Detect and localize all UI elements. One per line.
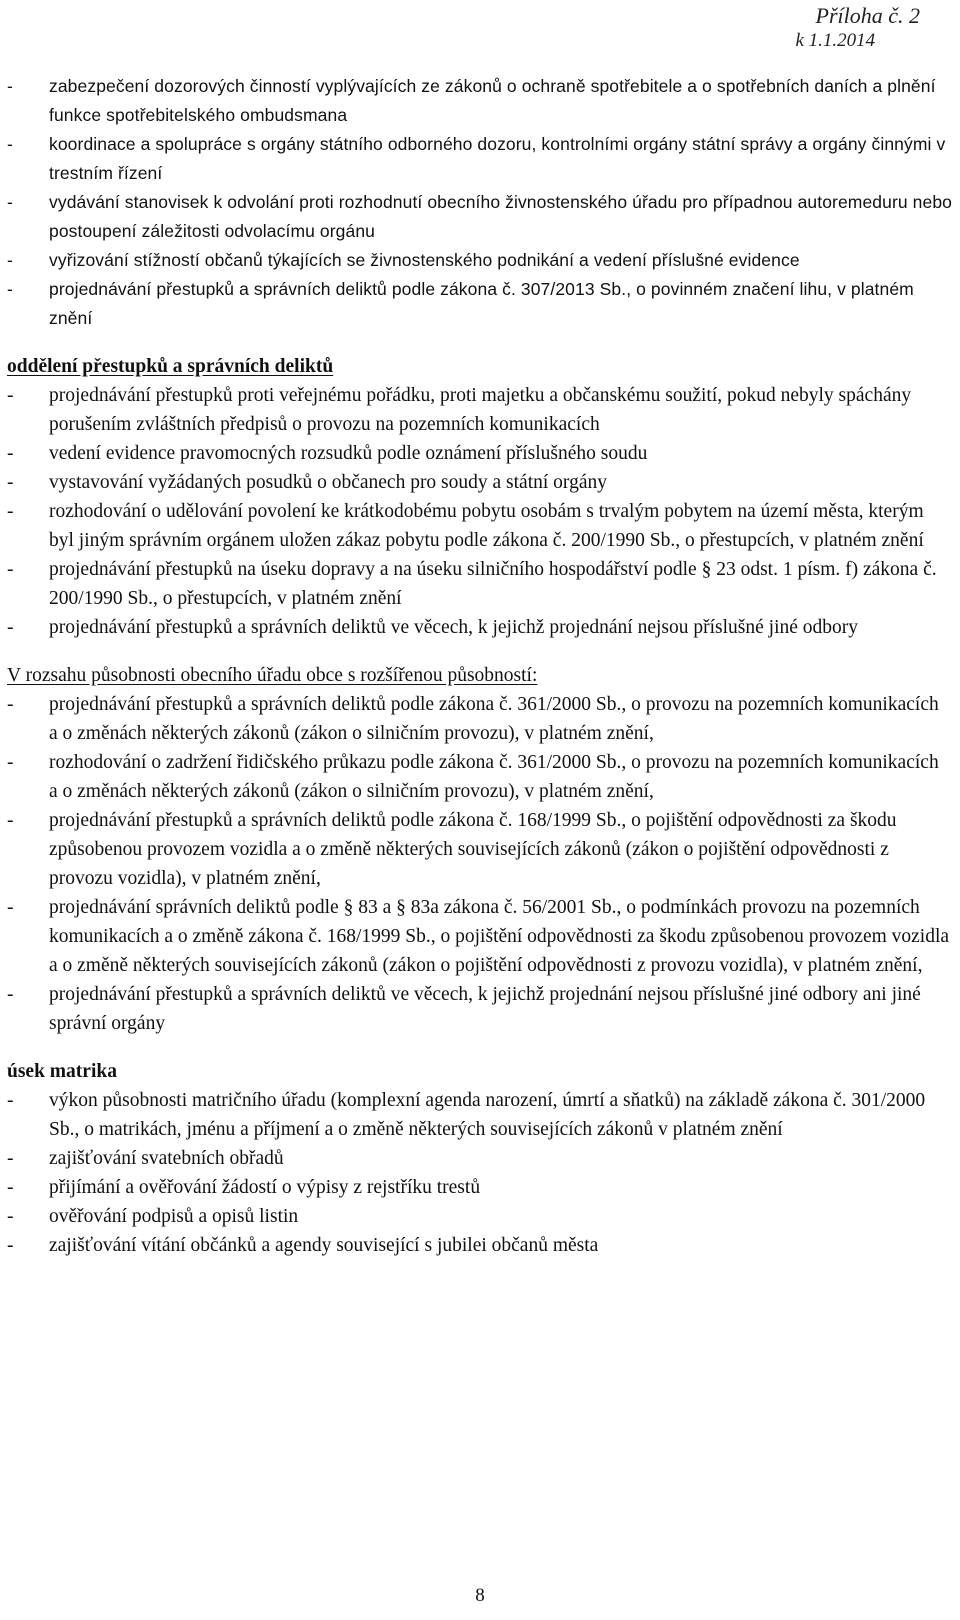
list-item: - vystavování vyžádaných posudků o občanech pro soudy a státní orgány (7, 472, 607, 493)
top-list (7, 72, 952, 333)
list-item: - přijímání a ověřování žádostí o výpisy z rejstříku trestů (7, 1177, 481, 1198)
list-item: - projednávání přestupků a správních deliktů ve věcech, k jejichž projednání nejsou příslušné jiné odbory (7, 617, 859, 638)
list-item: - zabezpečení dozorových činností vyplývajících ze zákonů o ochraně spotřebitele a o spotřebních daních a plnění funkce spotřebitelského ombudsmana (7, 76, 936, 125)
section-registry (7, 1057, 952, 1260)
page-number: 8 (475, 1585, 485, 1606)
list-item: - zajišťování svatebních obřadů (7, 1148, 284, 1169)
list-item: - vedení evidence pravomocných rozsudků podle oznámení příslušného soudu (7, 443, 648, 464)
list-item: - projednávání správních deliktů podle § 83 a § 83a zákona č. 56/2001 Sb., o podmínkách provozu na pozemních komunikacích a o změně zákona č. 168/1999 Sb., o pojištění odpovědnosti za škodu způsobenou provozem vozidla a o změně některých souvisejících zákonů (zákon o pojištění odpovědnosti z provozu vozidla), v platném znění, (7, 897, 950, 976)
page-header (796, 3, 921, 53)
list-item: - projednávání přestupků proti veřejnému pořádku, proti majetku a občanskému soužití, pokud nebyly spáchány porušením zvláštních předpisů o provozu na pozemních komunikacích (7, 385, 912, 435)
list-item: - vyřizování stížností občanů týkajících se živnostenského podnikání a vedení příslušné evidence (7, 250, 800, 270)
list-item: - rozhodování o zadržení řidičského průkazu podle zákona č. 361/2000 Sb., o provozu na pozemních komunikacích a o změnách některých zákonů (zákon o silničním provozu), v platném znění, (7, 752, 939, 802)
list-item: - projednávání přestupků a správních deliktů podle zákona č. 168/1999 Sb., o pojištění odpovědnosti za škodu způsobenou provozem vozidla a o změně některých souvisejících zákonů (zákon o pojištění odpovědnosti z provozu vozidla), v platném znění, (7, 810, 897, 889)
list-item: - ověřování podpisů a opisů listin (7, 1206, 299, 1227)
list-item: - zajišťování vítání občánků a agendy související s jubilei občanů města (7, 1235, 599, 1256)
list-item: - výkon působnosti matričního úřadu (komplexní agenda narození, úmrtí a sňatků) na základě zákona č. 301/2000 Sb., o matrikách, jménu a příjmení a o změně některých souvisejících zákonů v platném znění (7, 1090, 926, 1140)
list-item: - projednávání přestupků a správních deliktů ve věcech, k jejichž projednání nejsou příslušné jiné odbory ani jiné správní orgány (7, 984, 921, 1034)
section-heading: oddělení přestupků a správních deliktů (7, 356, 334, 377)
section-extended-competence (7, 661, 952, 1038)
list-item: - vydávání stanovisek k odvolání proti rozhodnutí obecního živnostenského úřadu pro případnou autoremeduru nebo postoupení záležitosti odvolacímu orgánu (7, 192, 953, 241)
list-item: - koordinace a spolupráce s orgány státního odborného dozoru, kontrolními orgány státní správy a orgány činnými v trestním řízení (7, 134, 946, 183)
section-heading: úsek matrika (7, 1061, 117, 1082)
list-item: - projednávání přestupků na úseku dopravy a na úseku silničního hospodářství podle § 23 odst. 1 písm. f) zákona č. 200/1990 Sb., o přestupcích, v platném znění (7, 559, 937, 609)
list-item: - rozhodování o udělování povolení ke krátkodobému pobytu osobám s trvalým pobytem na území města, kterým byl jiným správním orgánem uložen zákaz pobytu podle zákona č. 200/1990 Sb., o přestupcích, v platném znění (7, 501, 924, 551)
section-offenses (7, 352, 952, 642)
section-heading: V rozsahu působnosti obecního úřadu obce s rozšířenou působností: (7, 665, 538, 686)
document-body (7, 72, 952, 1260)
effective-date: k 1.1.2014 (795, 30, 876, 51)
list-item: - projednávání přestupků a správních deliktů podle zákona č. 361/2000 Sb., o provozu na pozemních komunikacích a o změnách některých zákonů (zákon o silničním provozu), v platném znění, (7, 694, 939, 744)
attachment-label: Příloha č. 2 (815, 3, 920, 28)
list-item: - projednávání přestupků a správních deliktů podle zákona č. 307/2013 Sb., o povinném značení lihu, v platném znění (7, 279, 914, 328)
